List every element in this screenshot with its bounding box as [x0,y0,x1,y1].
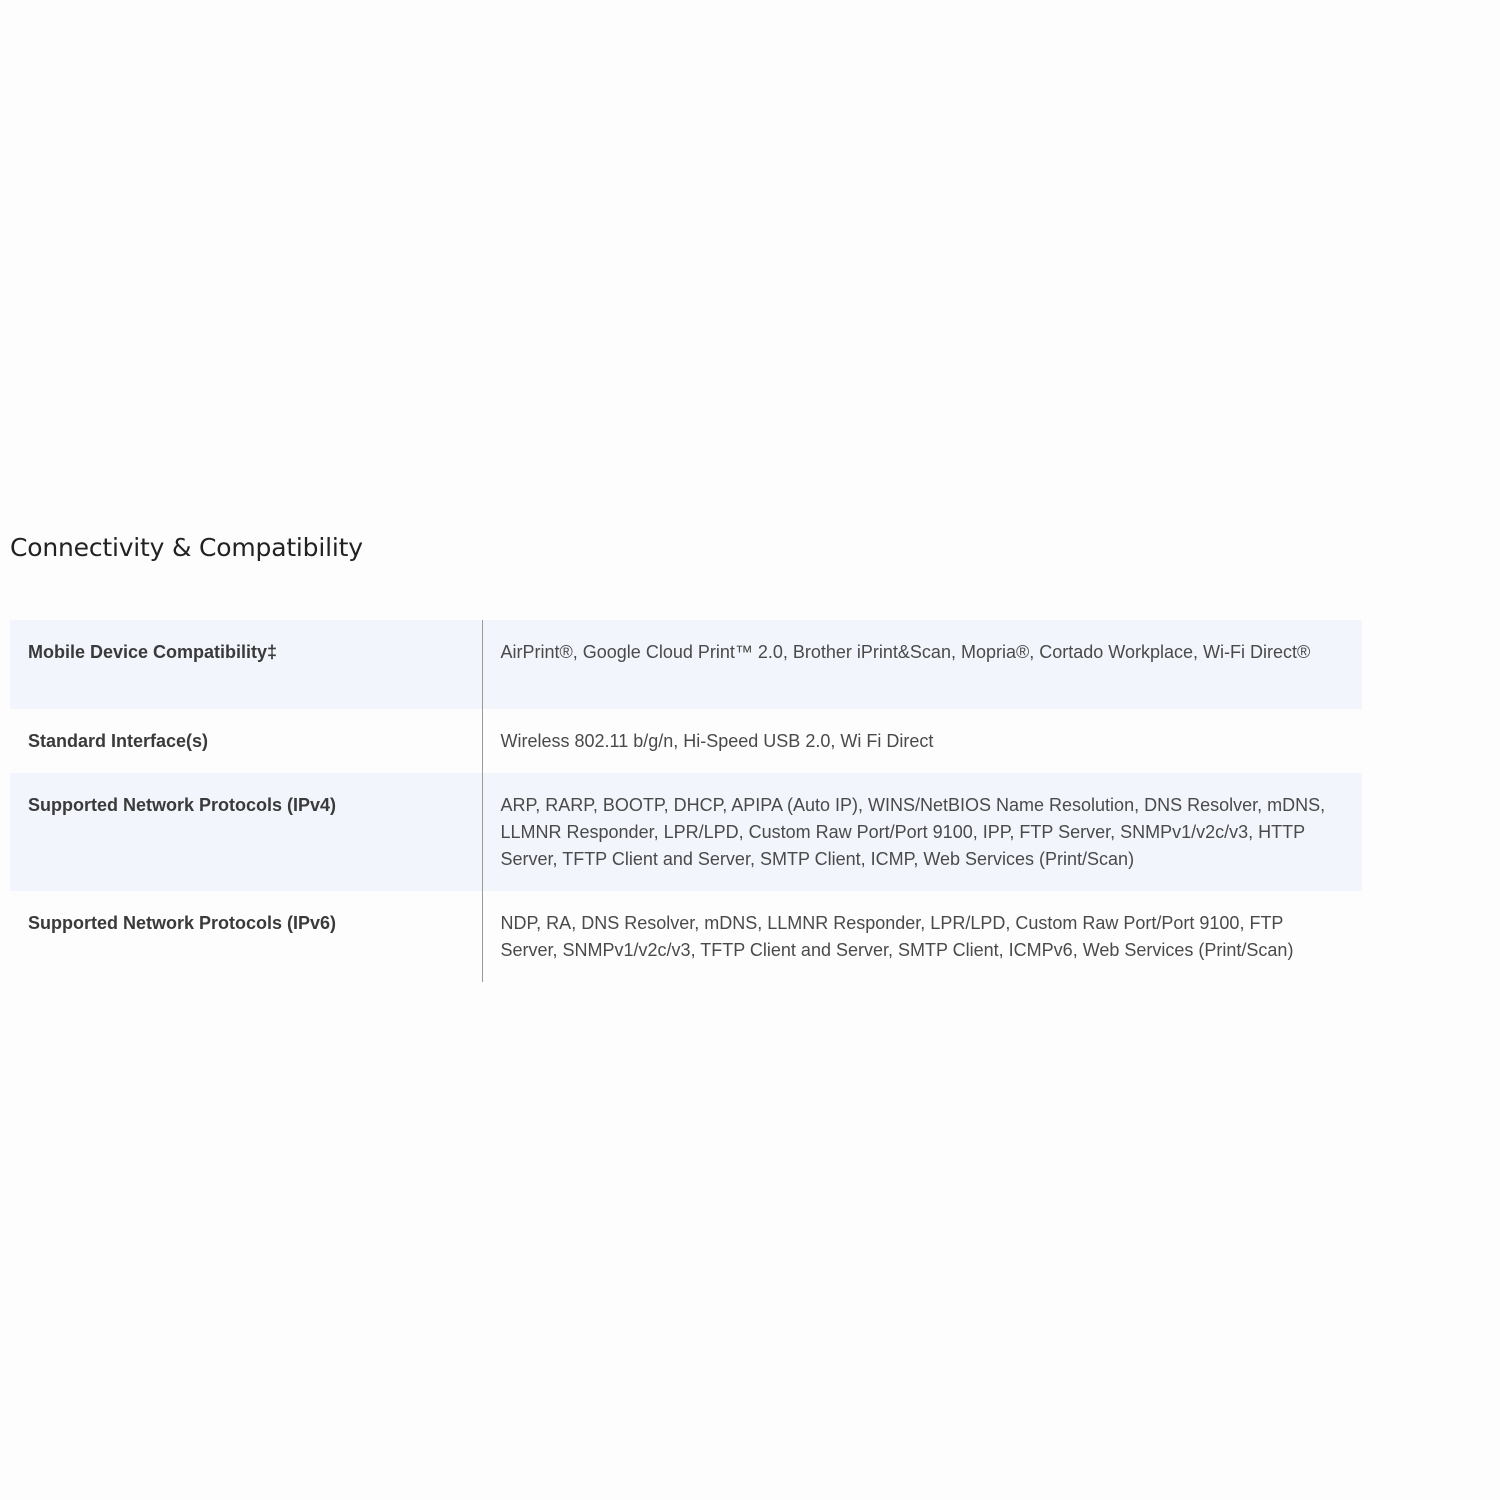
spec-value: NDP, RA, DNS Resolver, mDNS, LLMNR Responder, LPR/LPD, Custom Raw Port/Port 9100, FTP Server, SNMPv1/v2c/v3, TFTP Client and Server, SMTP Client, ICMPv6, Web Services (Print/Scan) [482,891,1362,982]
spec-label: Supported Network Protocols (IPv4) [10,773,482,891]
spec-value: Wireless 802.11 b/g/n, Hi-Speed USB 2.0, Wi Fi Direct [482,709,1362,773]
spec-row-standard-interfaces [10,709,1362,773]
spec-row-network-protocols-ipv6 [10,891,1362,982]
connectivity-section [10,528,1362,960]
spec-label: Standard Interface(s) [10,709,482,773]
spec-label: Mobile Device Compatibility‡ [10,620,482,709]
spec-row-mobile-compatibility [10,620,1362,709]
spec-value: ARP, RARP, BOOTP, DHCP, APIPA (Auto IP), WINS/NetBIOS Name Resolution, DNS Resolver, mDNS, LLMNR Responder, LPR/LPD, Custom Raw Port/Port 9100, IPP, FTP Server, SNMPv1/v2c/v3, HTTP Server, TFTP Client and Server, SMTP Client, ICMP, Web Services (Print/Scan) [482,773,1362,891]
section-title: Connectivity & Compatibility [10,533,363,562]
spec-value: AirPrint®, Google Cloud Print™ 2.0, Brother iPrint&Scan, Mopria®, Cortado Workplace, Wi-Fi Direct® [482,620,1362,709]
spec-label: Supported Network Protocols (IPv6) [10,891,482,982]
spec-table [10,620,1362,982]
spec-row-network-protocols-ipv4 [10,773,1362,891]
